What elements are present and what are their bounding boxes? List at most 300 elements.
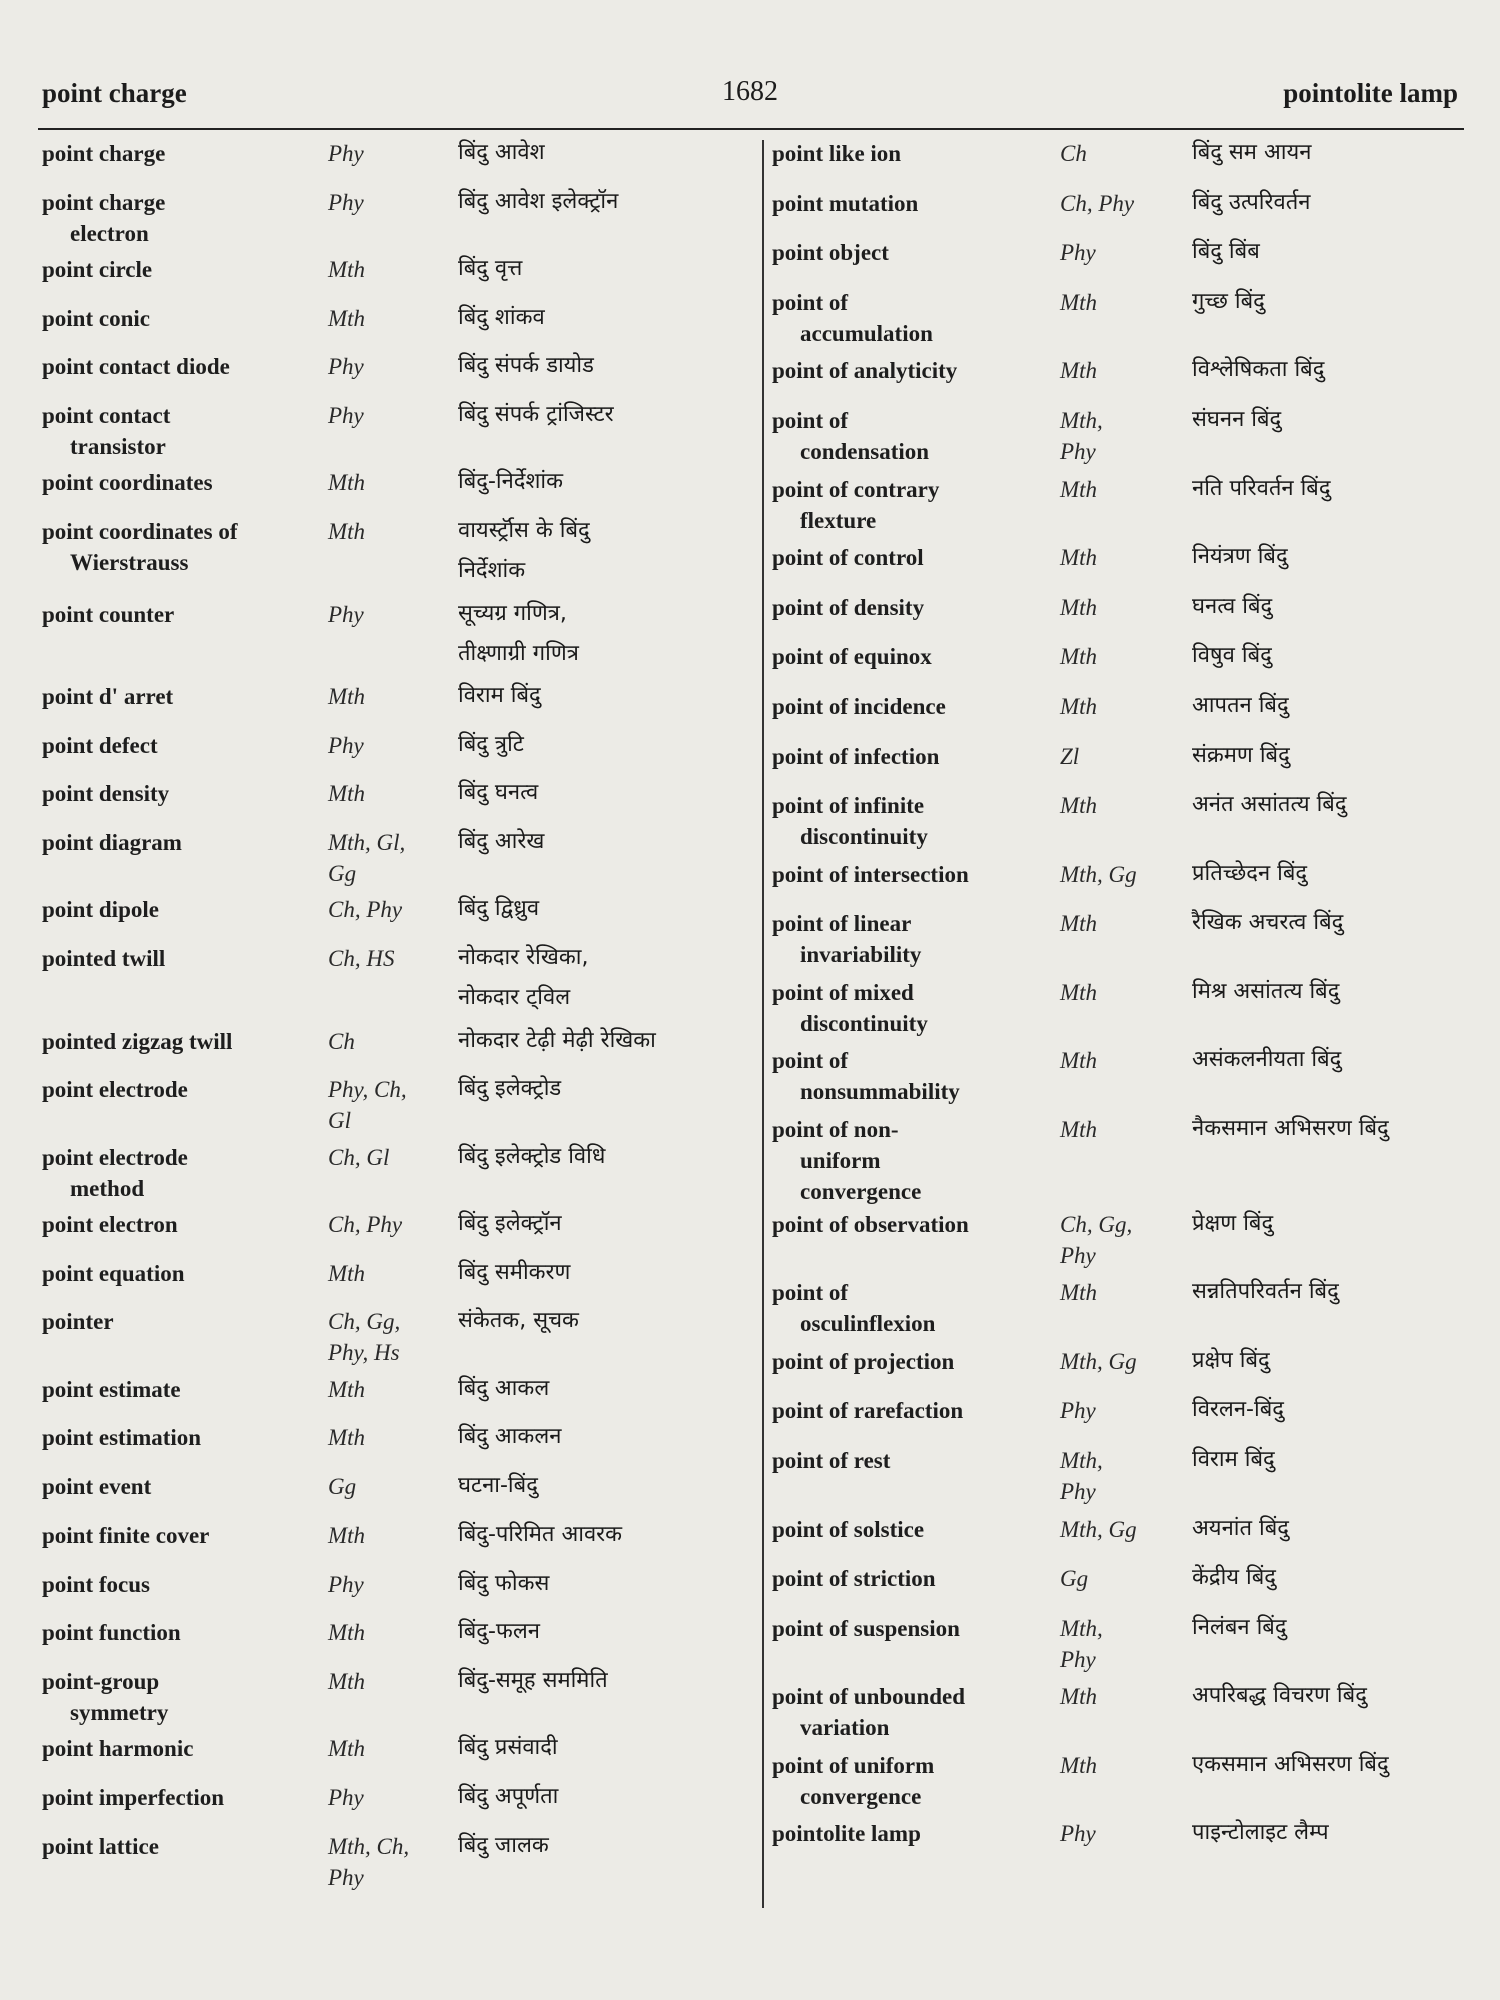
entry-hindi (1192, 133, 1311, 173)
entry-subject (1060, 1445, 1170, 1507)
entry-term (772, 1277, 935, 1339)
entry-term-line: point conic (42, 306, 150, 331)
entry-subject-line: Phy (1060, 1243, 1096, 1268)
entry-hindi-line: बिंदु संपर्क ट्रांजिस्टर (458, 402, 614, 427)
entry-term-line: point coordinates of (42, 519, 238, 544)
entry-term (42, 1471, 151, 1502)
entry-term-line: pointolite lamp (772, 1821, 921, 1846)
entry-hindi-line: घटना-बिंदु (458, 1473, 538, 1498)
entry-term-line: condensation (800, 439, 930, 464)
entry-term (42, 1782, 224, 1813)
entry-term (772, 859, 969, 890)
entry-subject-line: Phy (1060, 439, 1096, 464)
entry-hindi (458, 462, 563, 502)
entry-term (772, 1346, 954, 1377)
entry-term-line: point of density (772, 595, 925, 620)
entry-hindi-line: बिंदु वृत्त (458, 256, 523, 281)
entry-subject (1060, 1114, 1170, 1145)
entry-term (42, 351, 230, 382)
entry-term-line: point estimate (42, 1377, 181, 1402)
entry-term-line: point counter (42, 602, 175, 627)
entry-term (772, 1209, 969, 1240)
entry-subject-line: Ch, Phy (328, 1212, 403, 1237)
entry-hindi (458, 1301, 579, 1341)
entry-hindi (1192, 1440, 1275, 1480)
entry-term (42, 894, 159, 925)
entry-subject-line: Mth (328, 684, 366, 709)
entry-subject (1060, 977, 1170, 1008)
entry-subject (1060, 1681, 1170, 1712)
entry-term (42, 1142, 188, 1204)
entry-subject-line: Ch, Gg, (1060, 1212, 1133, 1237)
entry-subject (328, 187, 448, 218)
entry-subject (328, 516, 448, 547)
entry-term (772, 1750, 934, 1812)
entry-hindi (458, 725, 524, 765)
entry-term-line: point of (772, 1280, 849, 1305)
entry-term-line: point of rest (772, 1448, 891, 1473)
entry-subject-line: Zl (1060, 744, 1080, 769)
entry-hindi (1192, 972, 1339, 1012)
entry-subject (328, 1209, 448, 1240)
entry-term (42, 1569, 150, 1600)
entry-term (42, 254, 152, 285)
entry-subject (1060, 237, 1170, 268)
entry-term-line: osculinflexion (800, 1311, 936, 1336)
entry-hindi (1192, 736, 1290, 776)
entry-subject (1060, 1613, 1170, 1675)
entry-term (772, 977, 928, 1039)
entry-subject (328, 827, 448, 889)
entry-hindi-line: निर्देशांक (458, 558, 526, 583)
entry-term-line: point of unbounded (772, 1684, 966, 1709)
entry-hindi-line: बिंदु द्विध्रुव (458, 896, 540, 921)
entry-hindi-line: बिंदु आवेश (458, 140, 545, 165)
entry-subject-line: Phy (1060, 1821, 1096, 1846)
entry-subject (1060, 790, 1170, 821)
entry-subject-line: Phy (328, 403, 364, 428)
entry-hindi-line: अयनांत बिंदु (1192, 1516, 1289, 1541)
entry-term (772, 542, 924, 573)
entry-term (42, 1733, 193, 1764)
entry-subject-line: Gl (328, 1108, 351, 1133)
entry-hindi (458, 1137, 605, 1177)
entry-hindi-line: वायर्स्ट्रॉस के बिंदु (458, 518, 590, 543)
entry-hindi (458, 1515, 622, 1555)
entry-hindi (1192, 1745, 1389, 1785)
entry-hindi (458, 889, 539, 929)
entry-hindi (1192, 1676, 1367, 1716)
entry-term-line: point electrode (42, 1145, 188, 1170)
entry-subject (1060, 1395, 1170, 1426)
entry-hindi-line: बिंदु त्रुटि (458, 732, 524, 757)
entry-subject-line: Ch (1060, 141, 1087, 166)
entry-term-line: point lattice (42, 1834, 159, 1859)
entry-subject (328, 351, 448, 382)
entry-subject (328, 467, 448, 498)
entry-hindi-line: बिंदु उत्परिवर्तन (1192, 190, 1311, 215)
entry-term-line: point of solstice (772, 1517, 925, 1542)
entry-hindi (1192, 1608, 1287, 1648)
entry-term (772, 237, 889, 268)
entry-hindi (458, 298, 545, 338)
entry-term-line: variation (800, 1715, 890, 1740)
entry-term-line: point estimation (42, 1425, 202, 1450)
entry-subject-line: Mth (1060, 545, 1098, 570)
entry-subject-line: Phy (1060, 1647, 1096, 1672)
entry-subject (328, 1074, 448, 1136)
entry-subject-line: Mth (328, 781, 366, 806)
entry-subject (328, 1374, 448, 1405)
entry-subject-line: Gg (328, 1474, 357, 1499)
entry-term (772, 138, 901, 169)
entry-hindi-line: प्रेक्षण बिंदु (1192, 1211, 1274, 1236)
entry-subject (328, 1306, 448, 1368)
entry-hindi (1192, 587, 1272, 627)
entry-hindi (458, 1069, 561, 1109)
entry-term-line: point imperfection (42, 1785, 225, 1810)
entry-hindi (1192, 282, 1265, 322)
entry-hindi (1192, 686, 1289, 726)
entry-hindi (1192, 350, 1324, 390)
entry-hindi (1192, 469, 1331, 509)
entry-hindi-line: बिंदु समीकरण (458, 1260, 571, 1285)
entry-subject-line: Mth (328, 1261, 366, 1286)
entry-hindi-line: बिंदु संपर्क डायोड (458, 353, 594, 378)
entry-subject-line: Phy (328, 602, 364, 627)
entry-subject-line: Mth (328, 1669, 366, 1694)
entry-hindi-line: बिंदु घनत्व (458, 780, 539, 805)
entry-hindi (458, 1661, 608, 1701)
entry-hindi (1192, 232, 1260, 272)
entry-subject (1060, 405, 1170, 467)
entry-term-line: point of mixed (772, 980, 914, 1005)
entry-term (772, 1045, 960, 1107)
entry-term (772, 1395, 963, 1426)
entry-term-line: point of intersection (772, 862, 969, 887)
entry-term-line: flexture (800, 508, 877, 533)
entry-hindi (1192, 1109, 1389, 1149)
entry-hindi-line: विरलन-बिंदु (1192, 1397, 1284, 1422)
entry-term (772, 592, 924, 623)
entry-subject-line: Mth, Gl, (328, 830, 406, 855)
entry-term (42, 400, 170, 462)
entry-subject (1060, 355, 1170, 386)
entry-hindi (458, 938, 588, 1018)
right-guide-word: pointolite lamp (1283, 78, 1458, 108)
header-rule (38, 128, 1464, 130)
entry-subject-line: Mth, Ch, (328, 1834, 410, 1859)
entry-hindi-line: नोकदार ट्विल (458, 985, 571, 1010)
entry-hindi-line: नियंत्रण बिंदु (1192, 544, 1288, 569)
entry-hindi-line: संकेतक, सूचक (458, 1308, 579, 1333)
entry-subject-line: Mth (1060, 644, 1098, 669)
entry-subject (328, 943, 448, 974)
entry-hindi (458, 676, 541, 716)
entry-term (772, 908, 921, 970)
entry-term-line: point-group (42, 1669, 160, 1694)
entry-hindi (458, 594, 579, 674)
entry-subject (1060, 1514, 1170, 1545)
entry-hindi-line: संक्रमण बिंदु (1192, 743, 1290, 768)
entry-subject (328, 303, 448, 334)
entry-subject (328, 599, 448, 630)
entry-hindi (1192, 1040, 1341, 1080)
entry-term-line: point defect (42, 733, 158, 758)
entry-term (42, 303, 150, 334)
entry-term-line: nonsummability (800, 1079, 960, 1104)
entry-term-line: point like ion (772, 141, 902, 166)
entry-subject-line: Mth, Gg (1060, 1517, 1137, 1542)
entry-term-line: point electron (42, 1212, 178, 1237)
entry-hindi (458, 182, 618, 222)
entry-hindi-line: पाइन्टोलाइट लैम्प (1192, 1820, 1329, 1845)
entry-subject (1060, 188, 1170, 219)
entry-subject-line: Phy (328, 1865, 364, 1890)
entry-subject-line: Ch, Gl (328, 1145, 390, 1170)
entry-subject-line: Mth (328, 1425, 366, 1450)
entry-subject-line: Phy (328, 1572, 364, 1597)
entry-subject-line: Phy (328, 1785, 364, 1810)
entry-hindi (1192, 1509, 1289, 1549)
entry-subject (328, 1142, 448, 1173)
entry-subject-line: Mth (328, 1523, 366, 1548)
entry-term-line: point circle (42, 257, 153, 282)
entry-term (772, 188, 918, 219)
entry-hindi (458, 773, 538, 813)
entry-hindi-line: अनंत असांतत्य बिंदु (1192, 792, 1347, 817)
entry-subject (1060, 542, 1170, 573)
entry-hindi (458, 1728, 558, 1768)
entry-term-line: point of striction (772, 1566, 936, 1591)
entry-subject (328, 1569, 448, 1600)
entry-term-line: point d' arret (42, 684, 174, 709)
entry-subject-line: Mth (1060, 1048, 1098, 1073)
entry-term-line: point charge (42, 141, 166, 166)
entry-subject (328, 681, 448, 712)
entry-hindi (1192, 1558, 1276, 1598)
entry-hindi-line: नोकदार टेढ़ी मेढ़ी रेखिका (458, 1028, 656, 1053)
entry-hindi-line: बिंदु जालक (458, 1833, 549, 1858)
entry-term (42, 1831, 159, 1862)
entry-term (772, 287, 933, 349)
entry-hindi-line: बिंदु इलेक्ट्रॉन (458, 1211, 562, 1236)
entry-term-line: convergence (800, 1784, 922, 1809)
entry-subject-line: Mth, Gg (1060, 1349, 1137, 1374)
entry-term-line: point density (42, 781, 170, 806)
entry-subject (328, 1782, 448, 1813)
entry-hindi (458, 1466, 538, 1506)
entry-term-line: point event (42, 1474, 152, 1499)
entry-hindi (1192, 400, 1281, 440)
entry-subject (1060, 474, 1170, 505)
entry-subject-line: Mth, (1060, 1616, 1103, 1641)
entry-hindi (1192, 636, 1272, 676)
entry-subject (328, 1471, 448, 1502)
entry-subject (1060, 592, 1170, 623)
entry-subject-line: Mth (328, 519, 366, 544)
entry-hindi-line: बिंदु फोकस (458, 1571, 550, 1596)
entry-subject (328, 1733, 448, 1764)
entry-subject (328, 1422, 448, 1453)
entry-subject (328, 1258, 448, 1289)
entry-term (772, 1613, 960, 1644)
entry-subject-line: Phy (328, 190, 364, 215)
entry-hindi-line: असंकलनीयता बिंदु (1192, 1047, 1342, 1072)
entry-subject (1060, 138, 1170, 169)
entry-subject (1060, 1563, 1170, 1594)
left-guide-word: point charge (42, 78, 187, 108)
entry-term-line: discontinuity (800, 824, 928, 849)
entry-term-line: point of suspension (772, 1616, 960, 1641)
entry-term-line: pointed twill (42, 946, 166, 971)
entry-hindi (1192, 537, 1288, 577)
entry-subject-line: Ch (328, 1029, 355, 1054)
entry-subject (1060, 1818, 1170, 1849)
entry-term-line: pointer (42, 1309, 114, 1334)
entry-term (42, 1209, 178, 1240)
entry-term (772, 790, 928, 852)
entry-hindi (458, 1417, 561, 1457)
column-divider (762, 140, 764, 1908)
entry-hindi-line: नति परिवर्तन बिंदु (1192, 476, 1331, 501)
entry-subject (1060, 691, 1170, 722)
entry-term-line: Wierstrauss (70, 550, 189, 575)
entry-term-line: accumulation (800, 321, 933, 346)
entry-term-line: symmetry (70, 1700, 169, 1725)
entry-hindi (1192, 1204, 1273, 1244)
entry-hindi-line: बिंदु आवेश इलेक्ट्रॉन (458, 189, 619, 214)
entry-subject (1060, 908, 1170, 939)
entry-subject (328, 730, 448, 761)
entry-term (772, 1514, 924, 1545)
entry-hindi-line: अपरिबद्ध विचरण बिंदु (1192, 1683, 1367, 1708)
entry-term-line: point coordinates (42, 470, 213, 495)
entry-hindi-line: सूच्यग्र गणित्र, (458, 601, 567, 626)
entry-term-line: discontinuity (800, 1011, 928, 1036)
entry-hindi (458, 249, 522, 289)
entry-subject (1060, 1346, 1170, 1377)
entry-hindi-line: गुच्छ बिंदु (1192, 289, 1265, 314)
entry-term (42, 1617, 181, 1648)
entry-subject-line: Mth (1060, 1753, 1098, 1778)
entry-hindi (458, 1564, 549, 1604)
entry-term-line: point harmonic (42, 1736, 194, 1761)
entry-term-line: point equation (42, 1261, 185, 1286)
entry-hindi-line: केंद्रीय बिंदु (1192, 1565, 1276, 1590)
entry-hindi (1192, 1390, 1284, 1430)
entry-term-line: point of contrary (772, 477, 940, 502)
entry-hindi-line: बिंदु इलेक्ट्रोड (458, 1076, 562, 1101)
entry-hindi-line: बिंदु अपूर्णता (458, 1784, 559, 1809)
entry-subject (1060, 741, 1170, 772)
entry-term-line: point finite cover (42, 1523, 210, 1548)
entry-term-line: point of equinox (772, 644, 932, 669)
entry-subject-line: Mth (1060, 1684, 1098, 1709)
entry-term-line: point object (772, 240, 889, 265)
entry-term-line: electron (70, 221, 149, 246)
entry-hindi (1192, 785, 1347, 825)
entry-subject (1060, 1750, 1170, 1781)
entry-subject (328, 254, 448, 285)
entry-subject (1060, 1045, 1170, 1076)
entry-subject-line: Mth (1060, 290, 1098, 315)
entry-hindi-line: बिंदु आकलन (458, 1424, 562, 1449)
entry-subject (1060, 1209, 1170, 1271)
entry-subject-line: Mth (328, 470, 366, 495)
entry-subject-line: Ch, Gg, (328, 1309, 401, 1334)
entry-term-line: point diagram (42, 830, 182, 855)
entry-term (42, 1374, 181, 1405)
entry-hindi-line: बिंदु शांकव (458, 305, 545, 330)
entry-subject-line: Mth, Gg (1060, 862, 1137, 887)
entry-hindi (458, 822, 544, 862)
entry-hindi-line: विराम बिंदु (1192, 1447, 1275, 1472)
entry-term-line: point mutation (772, 191, 919, 216)
entry-hindi-line: बिंदु प्रसंवादी (458, 1735, 558, 1760)
entry-term (42, 827, 182, 858)
entry-subject-line: Gg (1060, 1566, 1089, 1591)
entry-hindi-line: घनत्व बिंदु (1192, 594, 1273, 619)
entry-term (42, 943, 165, 974)
entry-term-line: point of linear (772, 911, 912, 936)
entry-term (772, 1681, 965, 1743)
entry-subject (328, 1026, 448, 1057)
entry-hindi (1192, 1272, 1339, 1312)
entry-term (42, 1258, 185, 1289)
entry-term (42, 138, 165, 169)
entry-subject-line: Mth, (1060, 1448, 1103, 1473)
entry-term-line: point of projection (772, 1349, 955, 1374)
entry-term-line: convergence (800, 1179, 922, 1204)
entry-term (772, 1114, 921, 1207)
entry-term (772, 474, 939, 536)
entry-subject-line: Mth (328, 1736, 366, 1761)
entry-term (42, 778, 169, 809)
entry-term (772, 1563, 936, 1594)
entry-subject (328, 400, 448, 431)
entry-hindi (458, 133, 545, 173)
page-number: 1682 (722, 76, 778, 107)
entry-subject (328, 1520, 448, 1551)
entry-term-line: point of (772, 408, 849, 433)
entry-subject-line: Mth (1060, 911, 1098, 936)
entry-subject-line: Mth (1060, 595, 1098, 620)
entry-hindi (458, 1204, 562, 1244)
entry-term (772, 1818, 921, 1849)
entry-hindi (458, 1021, 656, 1061)
entry-term (42, 187, 165, 249)
entry-term-line: method (70, 1176, 145, 1201)
entry-hindi-line: प्रतिच्छेदन बिंदु (1192, 861, 1308, 886)
entry-subject-line: Mth (1060, 694, 1098, 719)
entry-subject-line: Mth (328, 257, 366, 282)
entry-term (772, 741, 939, 772)
entry-subject (328, 138, 448, 169)
entry-subject (328, 1666, 448, 1697)
entry-hindi-line: बिंदु आकल (458, 1376, 550, 1401)
entry-subject-line: Phy (1060, 1479, 1096, 1504)
entry-subject-line: Phy, Ch, (328, 1077, 407, 1102)
entry-hindi-line: बिंदु-निर्देशांक (458, 469, 564, 494)
entry-hindi-line: बिंदु सम आयन (1192, 140, 1312, 165)
entry-hindi-line: बिंदु आरेख (458, 829, 545, 854)
running-header (42, 78, 1458, 122)
entry-term (42, 516, 238, 578)
entry-term (772, 641, 932, 672)
entry-term-line: point charge (42, 190, 166, 215)
entry-hindi-line: विषुव बिंदु (1192, 643, 1272, 668)
